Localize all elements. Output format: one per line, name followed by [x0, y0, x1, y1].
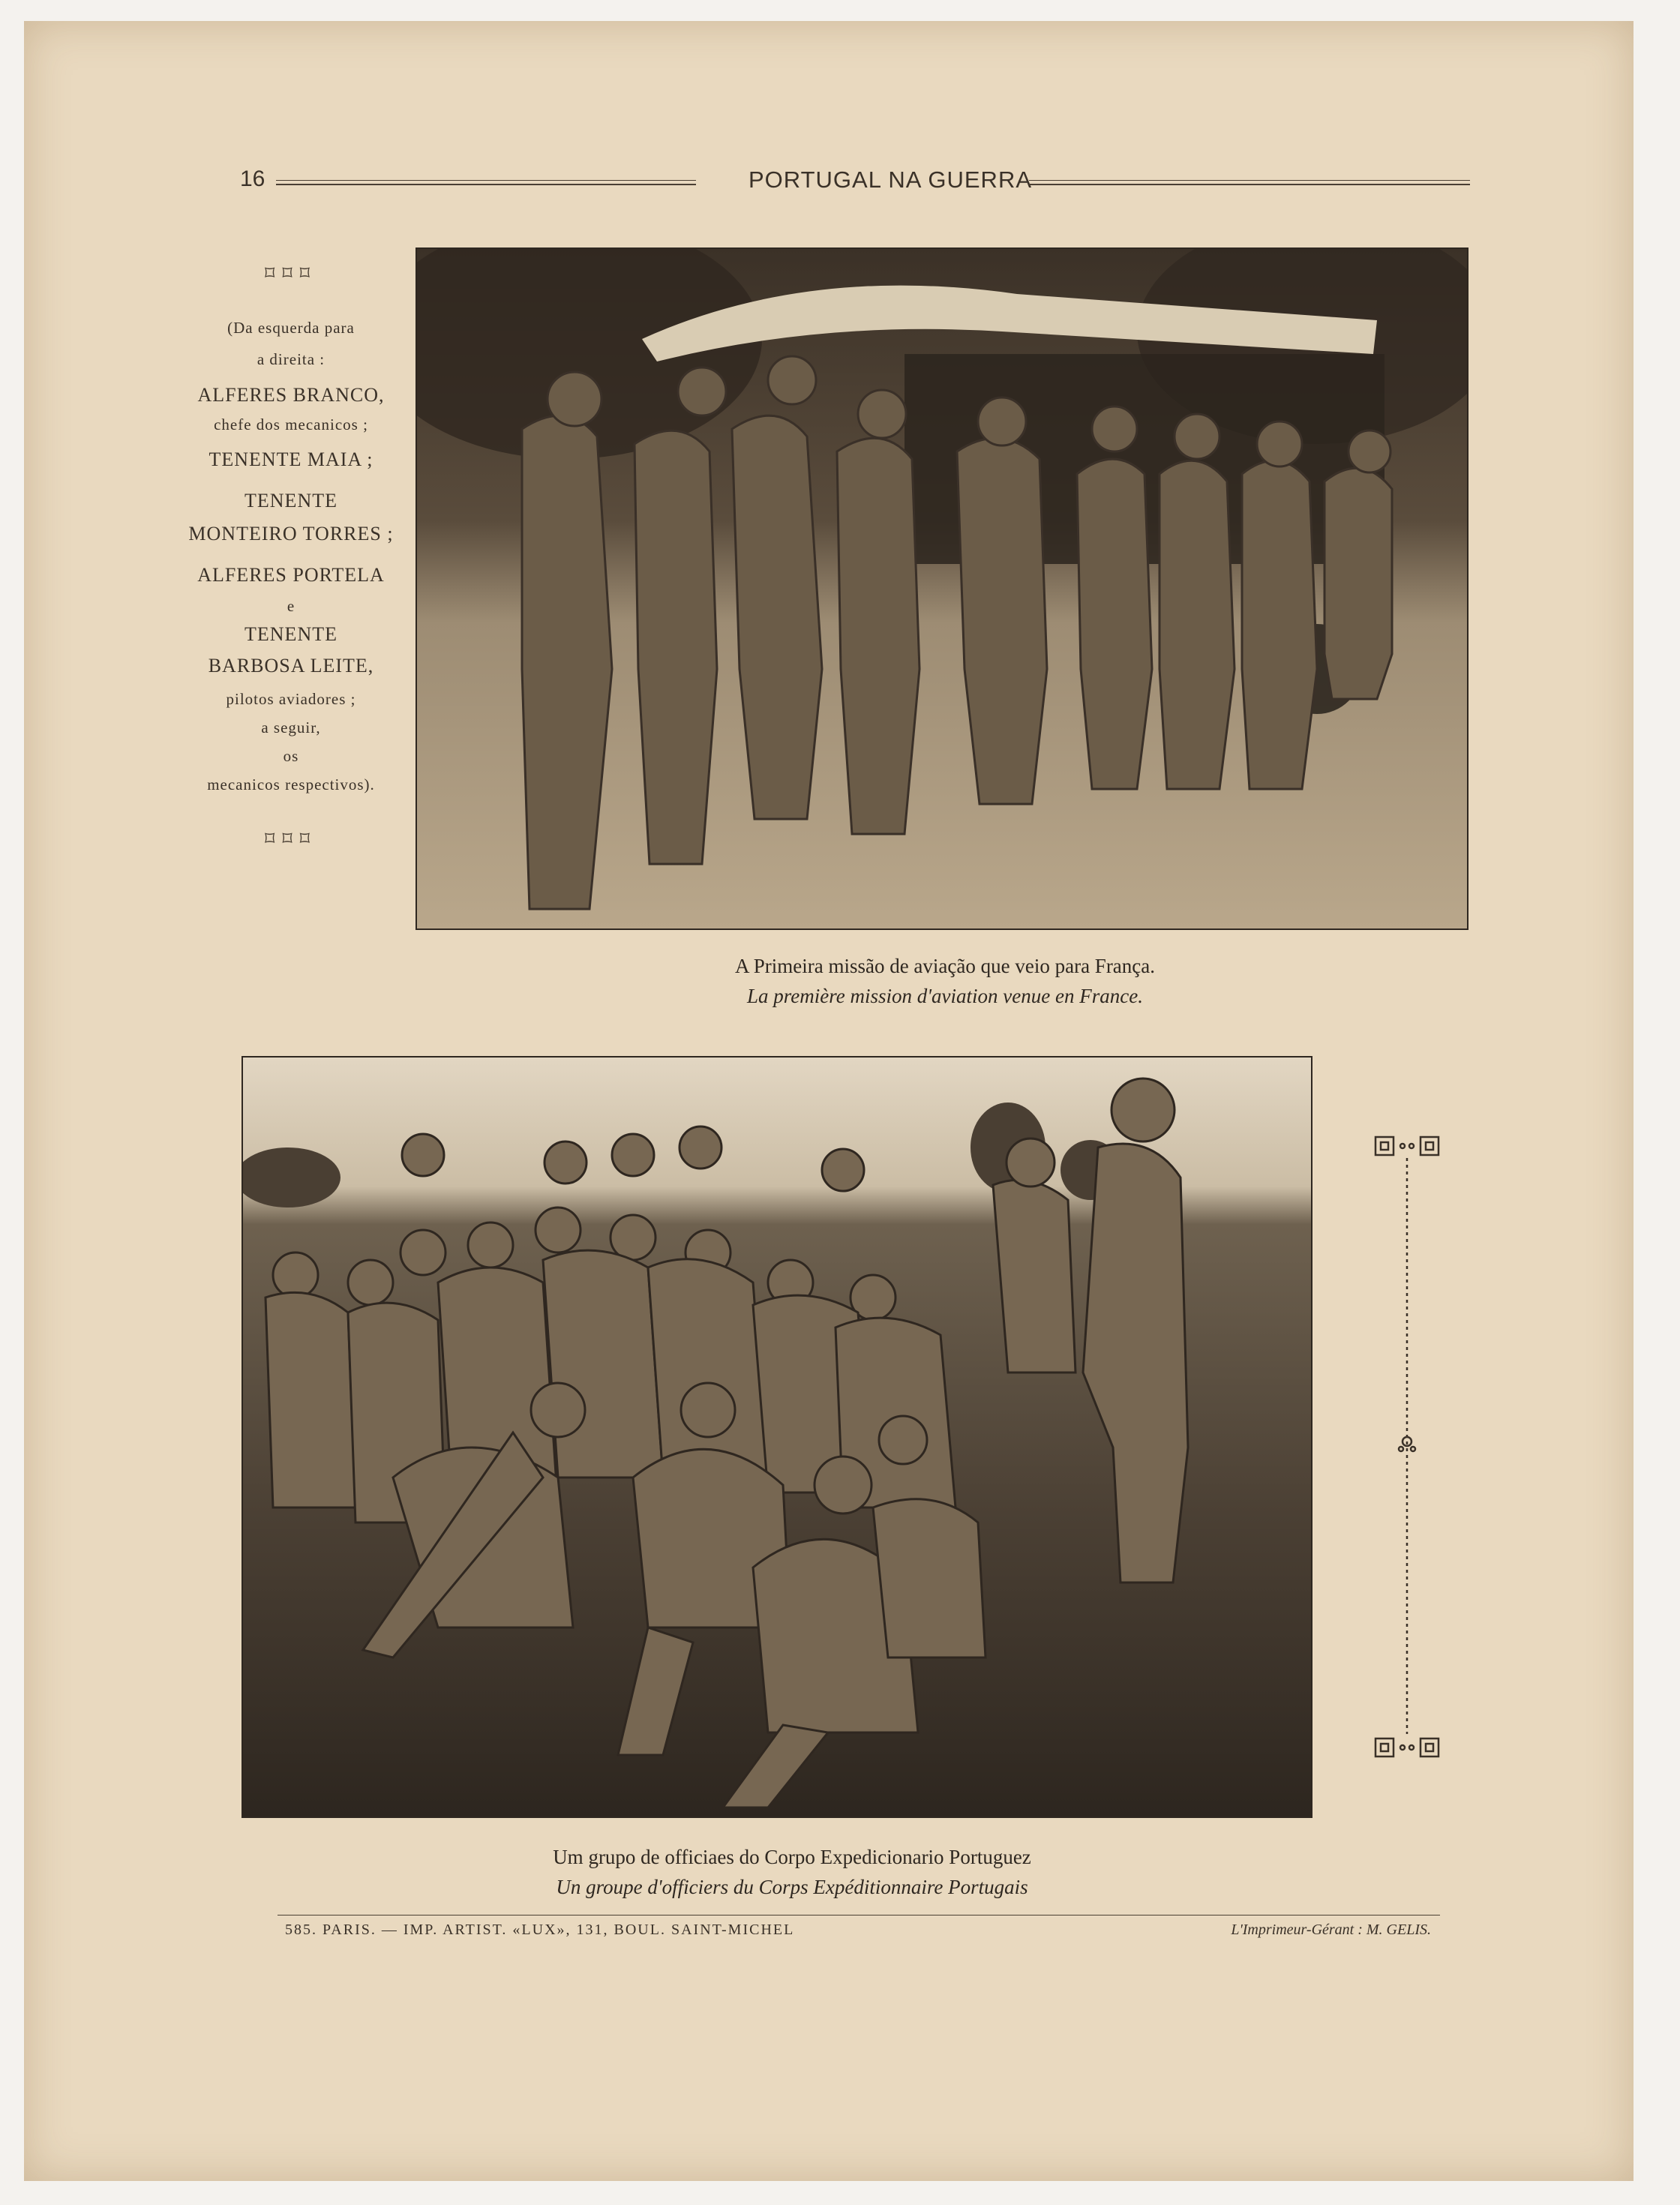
photo-officers-group-image [243, 1058, 1311, 1816]
photo1-caption-fr: La première mission d'aviation venue en France. [747, 985, 1143, 1007]
legend-line: a direita : [256, 350, 326, 369]
legend-line: pilotos aviadores ; [226, 689, 356, 708]
header-rule-right [1029, 180, 1470, 185]
legend-line: mecanicos respectivos). [207, 776, 375, 794]
photo1-caption [645, 951, 1245, 1011]
photo2-caption [484, 1842, 1100, 1902]
ornament-top: ⌑⌑⌑ [264, 262, 318, 285]
legend-name: TENENTE [244, 489, 338, 512]
legend-name: BARBOSA LEITE, [208, 655, 374, 676]
legend-line: (Da esquerda para [227, 319, 355, 337]
page-footer [278, 1915, 1440, 1938]
legend-line: chefe dos mecanicos ; [214, 416, 368, 434]
page-header [240, 166, 1470, 196]
legend-line: a seguir, [261, 718, 321, 736]
legend-name: MONTEIRO TORRES ; [188, 523, 394, 545]
photo1-caption-pt: A Primeira missão de aviação que veio para França. [734, 955, 1156, 977]
publisher-manager: L'Imprimeur-Gérant : M. GELIS. [1231, 1922, 1431, 1938]
legend-name: ALFERES BRANCO, [197, 383, 385, 406]
photo2-caption-pt: Um grupo de officiaes do Corpo Expedicionario Portuguez [553, 1846, 1031, 1868]
legend-name: ALFERES PORTELA [197, 563, 385, 586]
photo2-caption-fr: Un groupe d'officiers du Corps Expéditionnaire Portugais [556, 1876, 1028, 1898]
photo-aviation-mission-image [417, 249, 1467, 928]
printer-imprint: 585. PARIS. — IMP. ARTIST. «LUX», 131, BOUL. SAINT-MICHEL [285, 1922, 795, 1938]
page-title: PORTUGAL NA GUERRA [748, 166, 1033, 193]
legend-line: e [286, 597, 296, 616]
page-number: 16 [240, 166, 266, 191]
legend-name: TENENTE [244, 622, 338, 645]
decorative-vertical-ornament [1370, 1134, 1444, 1758]
ornament-bottom: ⌑⌑⌑ [264, 827, 318, 850]
photo1-sidebar-legend [178, 262, 404, 850]
photo-officers-group [242, 1056, 1312, 1818]
photo-aviation-mission [416, 248, 1468, 930]
legend-line: os [283, 747, 299, 765]
legend-name: TENENTE MAIA ; [208, 448, 374, 471]
header-rule-left [276, 180, 696, 185]
